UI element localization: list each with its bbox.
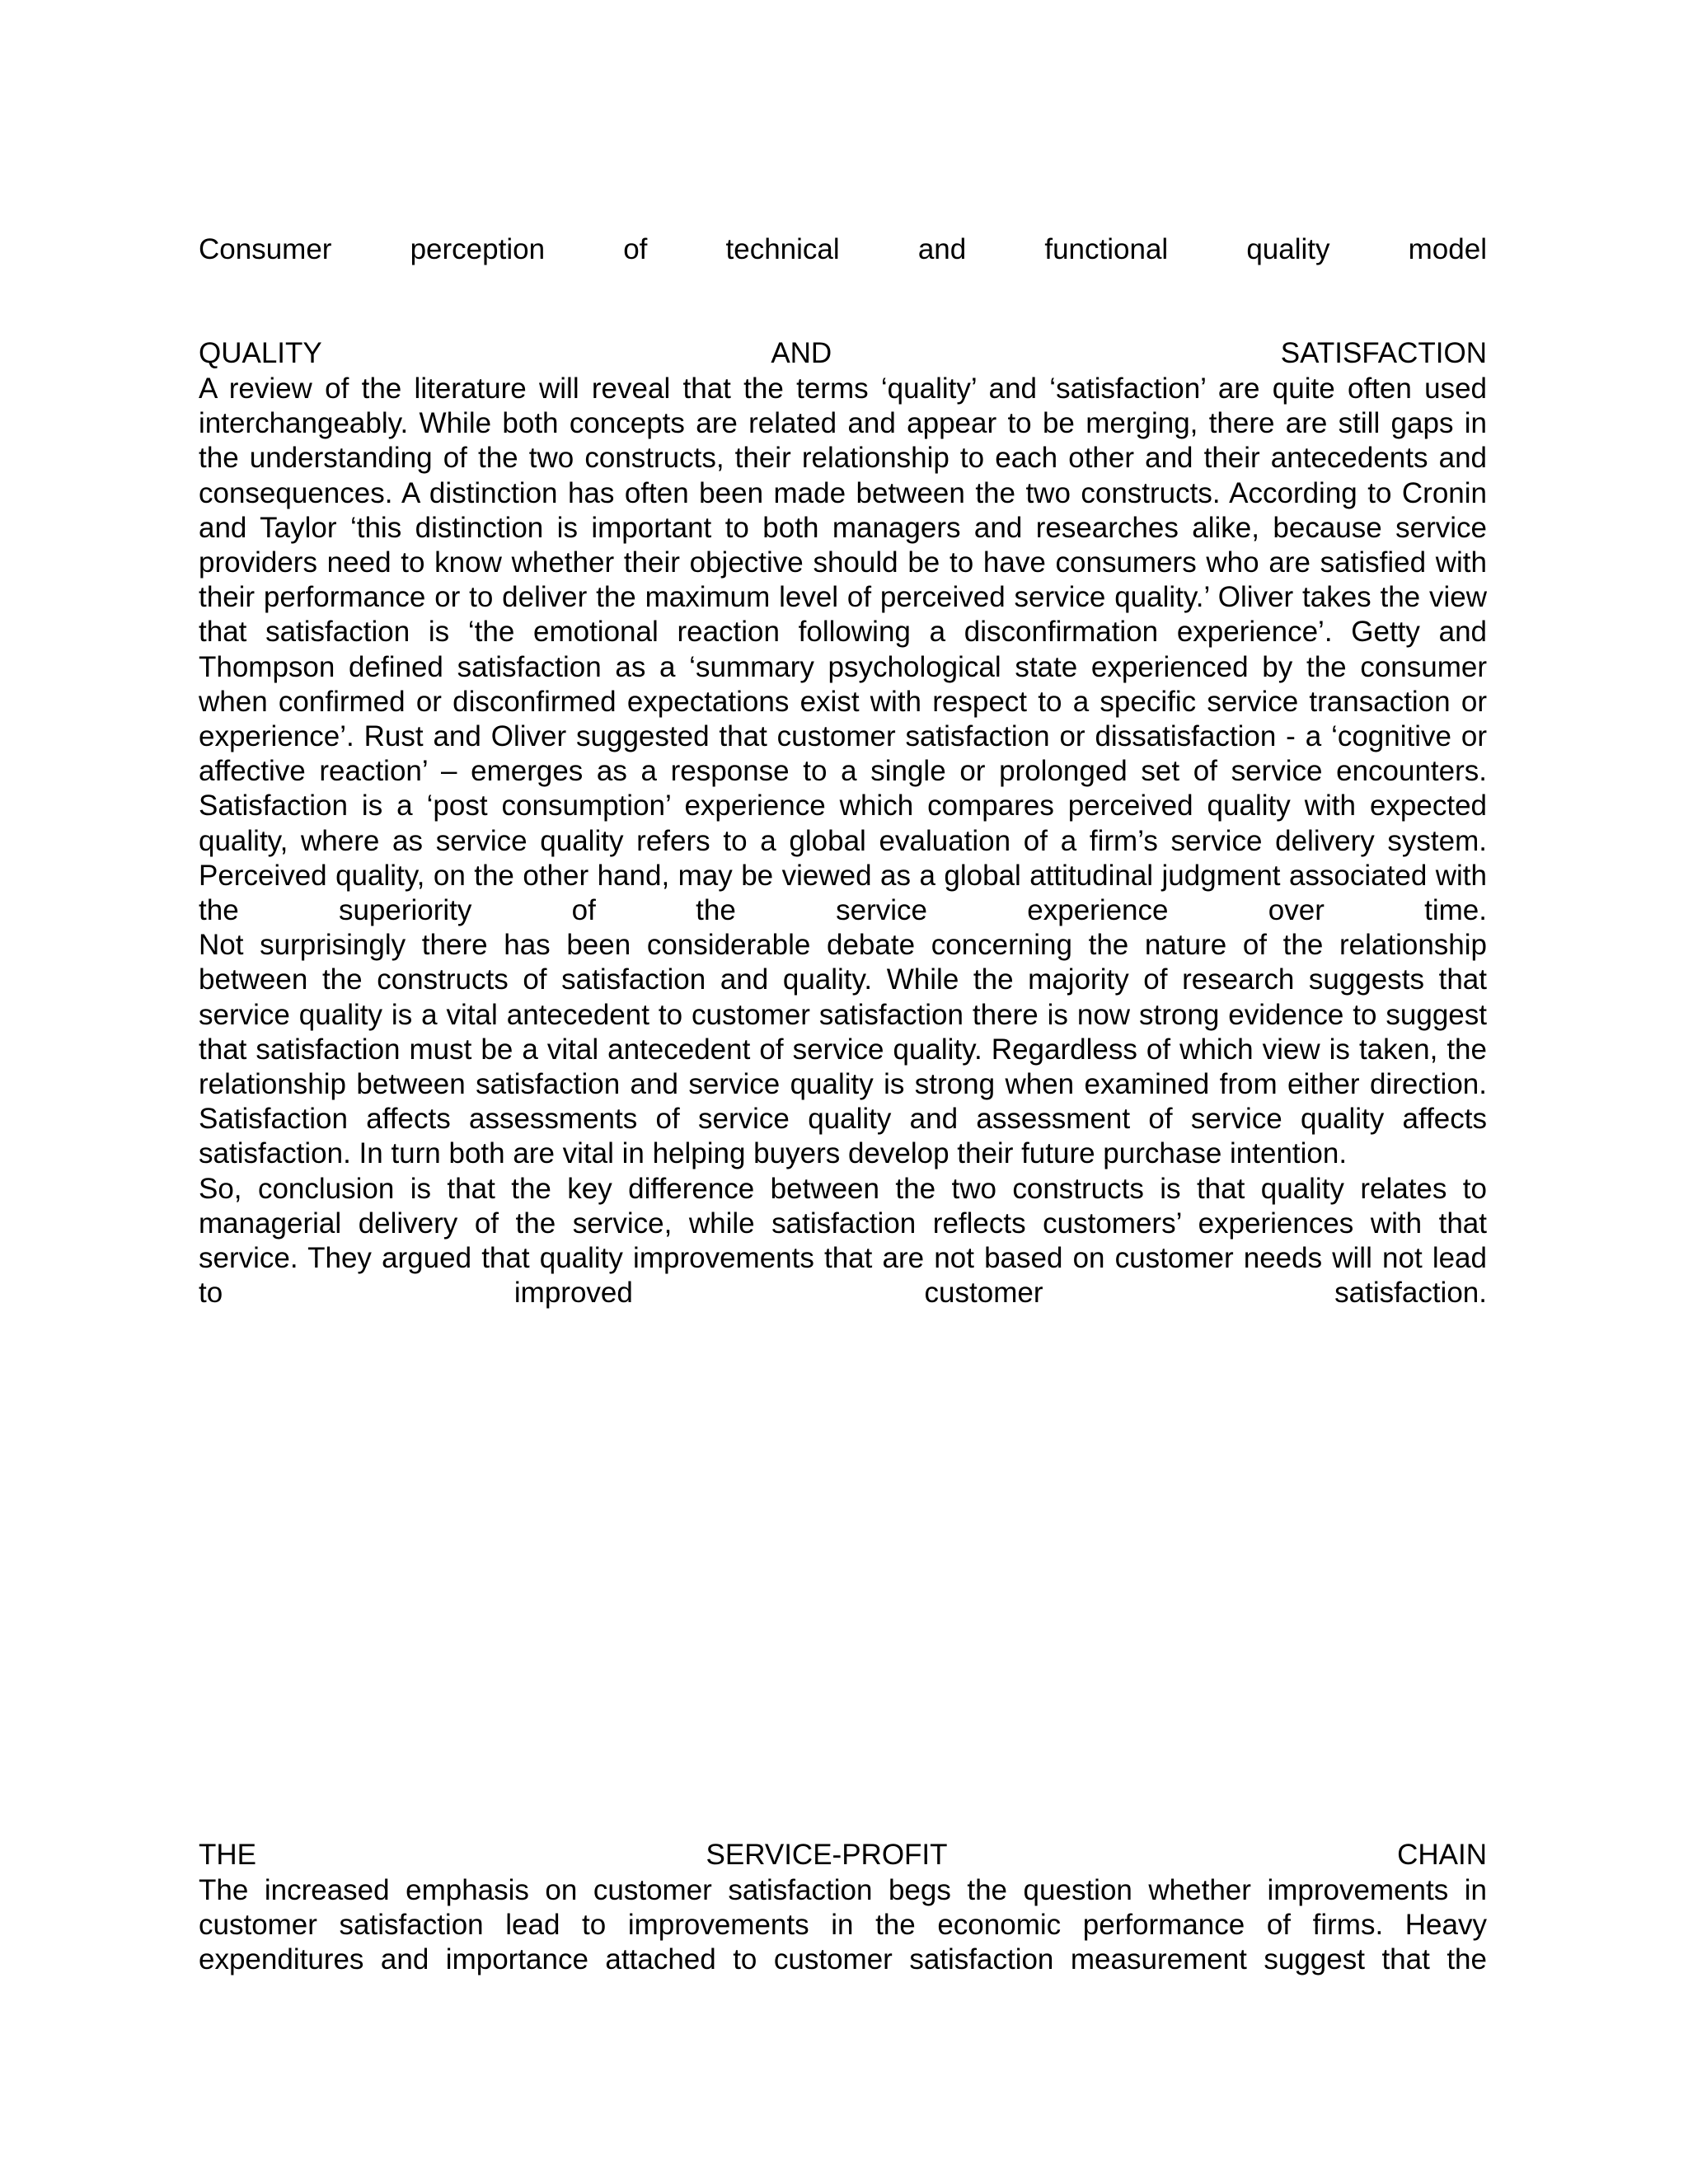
- paragraph: The increased emphasis on customer satisfaction begs the question whether improvements in customer satisfaction lead to improvements in the economic performance of firms. Heavy expenditures and importance attached to customer satisfaction measurement suggest that the: [199, 1874, 1487, 1976]
- title-word: of: [623, 233, 648, 265]
- title-word: functional: [1044, 233, 1169, 265]
- title-word: technical: [725, 233, 840, 265]
- paragraph: Not surprisingly there has been considerable debate concerning the nature of the relationship between the constructs of satisfaction and quality. While the majority of research suggests that service quality is a vital antecedent to customer satisfaction there is now strong evidence to suggest that satisfaction must be a vital antecedent of service quality. Regardless of which view is taken, the relationship between satisfaction and service quality is strong when examined from either direction. Satisfaction affects assessments of service quality and assessment of service quality affects satisfaction. In turn both are vital in helping buyers develop their future purchase intention.: [199, 929, 1487, 1170]
- section-heading-quality-satisfaction: [199, 336, 1487, 371]
- heading-word: QUALITY: [199, 337, 322, 369]
- title-word: quality: [1246, 233, 1330, 265]
- heading-word: SATISFACTION: [1280, 337, 1487, 369]
- document-title: [199, 232, 1487, 267]
- heading-word: AND: [771, 337, 832, 369]
- title-word: perception: [410, 233, 546, 265]
- title-word: model: [1408, 233, 1487, 265]
- section-body-quality-satisfaction: [199, 372, 1487, 1310]
- title-word: and: [917, 233, 967, 265]
- heading-word: SERVICE-PROFIT: [706, 1839, 948, 1871]
- heading-word: THE: [199, 1839, 256, 1871]
- title-word: Consumer: [199, 233, 332, 265]
- heading-word: CHAIN: [1397, 1839, 1487, 1871]
- paragraph: A review of the literature will reveal that the terms ‘quality’ and ‘satisfaction’ are quite often used interchangeably. While both concepts are related and appear to be merging, there are still gaps in the understanding of the two constructs, their relationship to each other and their antecedents and consequences. A distinction has often been made between the two constructs. According to Cronin and Taylor ‘this distinction is important to both managers and researches alike, because service providers need to know whether their objective should be to have consumers who are satisfied with their performance or to deliver the maximum level of perceived service quality.’ Oliver takes the view that satisfaction is ‘the emotional reaction following a disconfirmation experience’. Getty and Thompson defined satisfaction as a ‘summary psychological state experienced by the consumer when confirmed or disconfirmed expectations exist with respect to a specific service transaction or experience’. Rust and Oliver suggested that customer satisfaction or dissatisfaction - a ‘cognitive or affective reaction’ – emerges as a response to a single or prolonged set of service encounters. Satisfaction is a ‘post consumption’ experience which compares perceived quality with expected quality, where as service quality refers to a global evaluation of a firm’s service delivery system. Perceived quality, on the other hand, may be viewed as a global attitudinal judgment associated with the superiority of the service experience over time.: [199, 373, 1487, 927]
- section-heading-service-profit-chain: [199, 1838, 1487, 1872]
- section-body-service-profit-chain: [199, 1873, 1487, 1978]
- paragraph: So, conclusion is that the key difference between the two constructs is that quality relates to managerial delivery of the service, while satisfaction reflects customers’ experiences with that service. They argued that quality improvements that are not based on customer needs will not lead to improved customer satisfaction.: [199, 1172, 1487, 1310]
